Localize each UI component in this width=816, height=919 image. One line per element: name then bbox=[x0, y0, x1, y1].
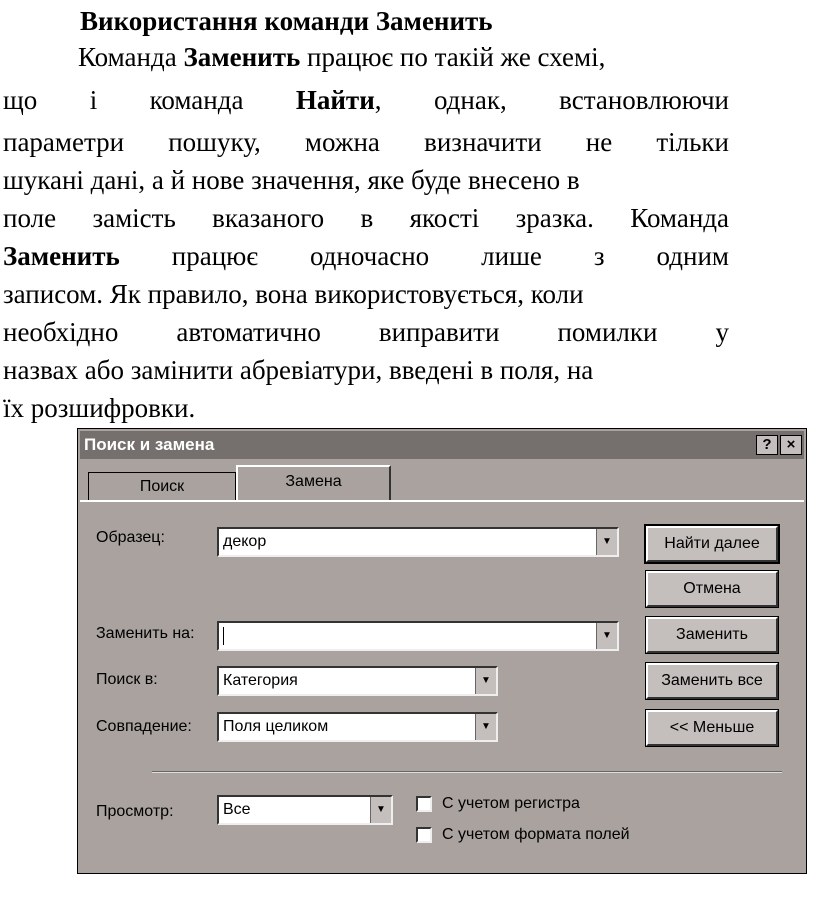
view-label: Просмотр: bbox=[96, 803, 174, 820]
paragraph-line bbox=[78, 40, 729, 74]
paragraph-line bbox=[3, 239, 729, 273]
help-button[interactable]: ? bbox=[756, 435, 778, 455]
match-select[interactable] bbox=[217, 712, 498, 742]
text-run: , однак, встановлюючи bbox=[374, 85, 729, 115]
paragraph-line: їх розшифровки. bbox=[3, 393, 196, 423]
sample-input[interactable] bbox=[217, 527, 619, 557]
paragraph-line: необхідно автоматично виправити помилки у bbox=[3, 317, 729, 347]
paragraph-line: записом. Як правило, вона використовується, коли bbox=[3, 279, 584, 309]
search-in-label: Поиск в: bbox=[96, 671, 158, 688]
replace-button[interactable]: Заменить bbox=[646, 617, 778, 653]
chevron-down-icon[interactable]: ▼ bbox=[370, 797, 391, 823]
match-label: Совпадение: bbox=[96, 718, 192, 735]
replace-label: Заменить на: bbox=[96, 625, 195, 642]
bold-term: Заменить bbox=[3, 241, 120, 271]
paragraph-line: поле замість вказаного в якості зразка. Команда bbox=[3, 203, 729, 233]
case-checkbox-label[interactable]: С учетом регистра bbox=[442, 795, 580, 812]
cancel-button[interactable]: Отмена bbox=[646, 571, 778, 607]
bold-term: Найти bbox=[295, 85, 375, 115]
text-run: працює одночасно лише з одним bbox=[119, 241, 729, 271]
chevron-down-icon[interactable]: ▼ bbox=[596, 529, 617, 555]
paragraph-line bbox=[3, 83, 729, 117]
sample-input-value: декор bbox=[223, 533, 267, 550]
text-run: Команда bbox=[78, 42, 184, 72]
find-next-button[interactable]: Найти далее bbox=[646, 526, 778, 562]
tab-replace[interactable]: Замена bbox=[236, 465, 391, 501]
section-heading: Використання команди Заменить bbox=[80, 6, 493, 36]
search-in-select[interactable] bbox=[217, 666, 498, 696]
format-checkbox-label[interactable]: С учетом формата полей bbox=[442, 826, 630, 843]
close-button[interactable]: × bbox=[780, 435, 802, 455]
search-in-value: Категория bbox=[223, 672, 298, 689]
text-run: що і команда bbox=[3, 85, 296, 115]
format-checkbox[interactable] bbox=[416, 827, 432, 843]
view-select[interactable] bbox=[217, 795, 393, 825]
sample-label: Образец: bbox=[96, 529, 165, 546]
view-value: Все bbox=[223, 801, 251, 818]
dialog-titlebar bbox=[80, 431, 804, 459]
replace-all-button[interactable]: Заменить все bbox=[646, 663, 778, 699]
chevron-down-icon[interactable]: ▼ bbox=[475, 714, 496, 740]
separator bbox=[152, 771, 782, 773]
bold-term: Заменить bbox=[183, 42, 301, 72]
paragraph-line: параметри пошуку, можна визначити не тільки bbox=[3, 127, 729, 157]
case-checkbox[interactable] bbox=[416, 796, 432, 812]
paragraph-line: назвах або замінити абревіатури, введені в поля, на bbox=[3, 355, 594, 385]
tab-panel-border bbox=[80, 500, 804, 502]
match-value: Поля целиком bbox=[223, 718, 329, 735]
find-replace-dialog bbox=[77, 428, 807, 874]
text-cursor bbox=[223, 627, 224, 645]
text-run: працює по такій же схемі, bbox=[300, 42, 606, 72]
chevron-down-icon[interactable]: ▼ bbox=[475, 668, 496, 694]
replace-input[interactable] bbox=[217, 621, 619, 651]
paragraph-line: шукані дані, а й нове значення, яке буде внесено в bbox=[3, 165, 580, 195]
tab-search[interactable]: Поиск bbox=[88, 472, 236, 500]
less-button[interactable]: << Меньше bbox=[646, 710, 778, 746]
chevron-down-icon[interactable]: ▼ bbox=[596, 623, 617, 649]
dialog-title: Поиск и замена bbox=[84, 435, 215, 454]
